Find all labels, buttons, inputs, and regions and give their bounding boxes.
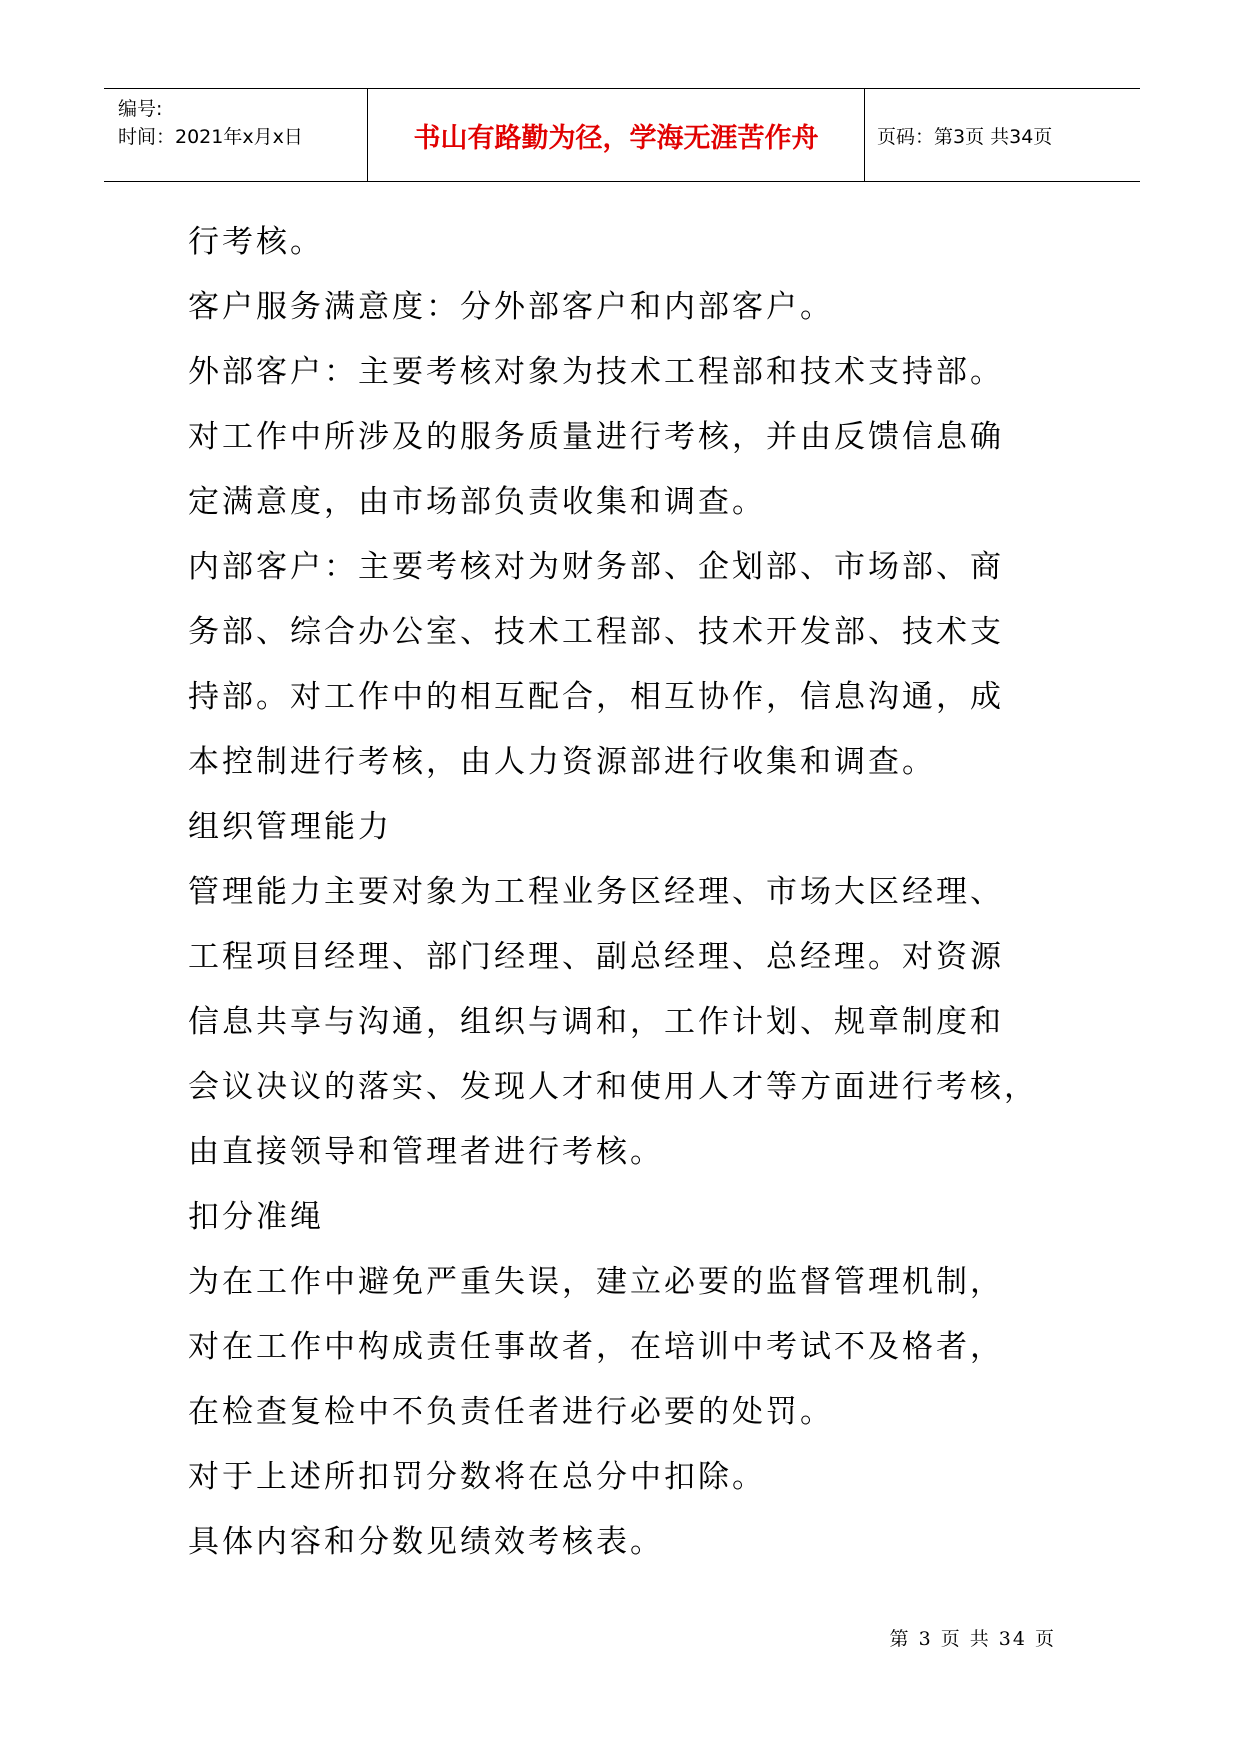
document-time-label: 时间：2021年x月x日 (118, 126, 303, 148)
footer-page-number: 第 3 页 共 34 页 (889, 1628, 1056, 1650)
header-page-cell (865, 89, 1140, 181)
body-line: 具体内容和分数见绩效考核表。 (188, 1524, 664, 1560)
body-line: 务部、综合办公室、技术工程部、技术开发部、技术支 (188, 614, 1004, 650)
header-motto-cell (368, 89, 865, 181)
body-line: 在检查复检中不负责任者进行必要的处罚。 (188, 1394, 834, 1430)
body-line: 内部客户：主要考核对为财务部、企划部、市场部、商 (188, 549, 1004, 585)
body-line: 工程项目经理、部门经理、副总经理、总经理。对资源 (188, 939, 1004, 975)
body-line: 定满意度，由市场部负责收集和调查。 (188, 484, 766, 520)
document-number-label: 编号: (118, 98, 163, 120)
page-footer (0, 1624, 1241, 1651)
body-line: 客户服务满意度：分外部客户和内部客户。 (188, 289, 834, 325)
body-line: 持部。对工作中的相互配合，相互协作，信息沟通，成 (188, 679, 1004, 715)
document-body (188, 210, 1088, 1575)
page-info-text: 页码：第3页 共34页 (877, 125, 1053, 148)
section-heading: 扣分准绳 (188, 1199, 324, 1235)
body-line: 为在工作中避免严重失误，建立必要的监督管理机制， (188, 1264, 1004, 1300)
section-heading: 组织管理能力 (188, 809, 392, 845)
body-line: 对在工作中构成责任事故者，在培训中考试不及格者， (188, 1329, 1004, 1365)
header-table (104, 88, 1140, 182)
body-line: 外部客户：主要考核对象为技术工程部和技术支持部。 (188, 354, 1004, 390)
body-line: 由直接领导和管理者进行考核。 (188, 1134, 664, 1170)
body-line: 行考核。 (188, 224, 324, 260)
body-line: 对于上述所扣罚分数将在总分中扣除。 (188, 1459, 766, 1495)
body-line: 信息共享与沟通，组织与调和，工作计划、规章制度和 (188, 1004, 1004, 1040)
motto-text: 书山有路勤为径，学海无涯苦作舟 (413, 122, 819, 154)
body-line: 本控制进行考核，由人力资源部进行收集和调查。 (188, 744, 936, 780)
body-line: 对工作中所涉及的服务质量进行考核，并由反馈信息确 (188, 419, 1004, 455)
body-line: 会议决议的落实、发现人才和使用人才等方面进行考核， (188, 1069, 1038, 1105)
header-meta-cell (104, 89, 368, 181)
body-line: 管理能力主要对象为工程业务区经理、市场大区经理、 (188, 874, 1004, 910)
